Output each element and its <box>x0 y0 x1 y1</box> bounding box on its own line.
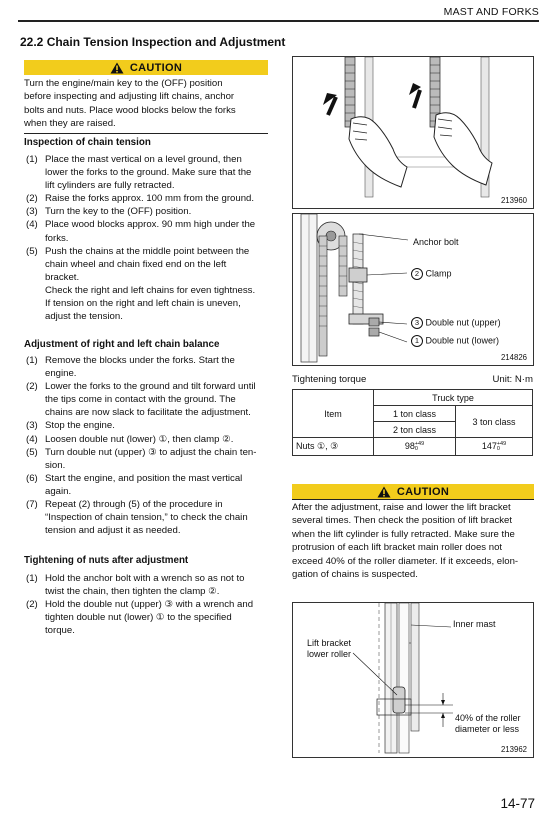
list-item <box>26 446 266 472</box>
item-line: chains are now slack to facilitate the adjustment. <box>45 407 251 419</box>
list-item <box>26 498 266 537</box>
nut-lower-label: Double nut (lower) <box>425 335 500 346</box>
item-line: forks. <box>45 232 69 244</box>
item-number: (1) <box>26 154 38 165</box>
torque-table <box>292 389 533 456</box>
tolerance <box>415 442 424 452</box>
item-line: Turn the key to the (OFF) position. <box>45 206 192 218</box>
caution-box-2 <box>292 484 534 581</box>
list-item <box>26 572 266 598</box>
figure-number: 213960 <box>500 196 527 205</box>
item-line: “Inspection of chain tension,” to check the chain <box>45 512 248 524</box>
caution-text <box>24 77 268 131</box>
clamp-label: Clamp <box>425 268 452 279</box>
tolerance-lower: 0 <box>496 445 500 452</box>
item-header: Item <box>293 390 374 438</box>
col-1ton: 1 ton class <box>374 406 456 422</box>
item-line: sion. <box>45 459 66 471</box>
nut-upper-label: Double nut (upper) <box>425 317 501 328</box>
item-line: Start the engine, and position the mast vertical <box>45 472 243 484</box>
figure-roller-protrusion <box>292 602 534 758</box>
list-item <box>26 598 266 637</box>
row-label: Nuts ①, ③ <box>293 438 374 456</box>
item-line: Hold the anchor bolt with a wrench so as not to <box>45 573 245 584</box>
item-line: If tension on the right and left chain is uneven, <box>45 298 241 310</box>
percentage-label <box>455 713 521 735</box>
figure-chain-push <box>292 56 534 209</box>
item-number: (5) <box>26 245 38 257</box>
item-line: Loosen double nut (lower) ①, then clamp ②. <box>45 433 234 445</box>
caution-line: After the adjustment, raise and lower the lift bracket <box>292 502 511 513</box>
warning-triangle-icon <box>110 62 124 74</box>
list-item <box>26 245 266 324</box>
caution-line: protrusion of each lift bracket main roller does not <box>292 542 503 554</box>
item-number: (7) <box>26 499 38 511</box>
item-number: (6) <box>26 472 38 484</box>
caution-label: CAUTION <box>396 485 450 498</box>
figure-anchor-bolt <box>292 213 534 366</box>
caution-line: gation of chains is suspected. <box>292 569 418 581</box>
truck-type-header: Truck type <box>374 390 533 406</box>
item-number: (3) <box>26 206 38 218</box>
caution-box-1 <box>24 60 268 131</box>
figure-number: 213962 <box>500 745 527 754</box>
item-number: (3) <box>26 420 38 432</box>
item-line: lift cylinders are fully retracted. <box>45 180 175 192</box>
item-line: bracket. <box>45 271 80 283</box>
roller-label-line: lower roller <box>307 649 352 659</box>
circled-number: 3 <box>411 317 423 329</box>
adjustment-list <box>26 354 266 537</box>
adjustment-heading: Adjustment of right and left chain balance <box>24 339 220 350</box>
item-line: Lower the forks to the ground and tilt forward until <box>45 381 256 393</box>
item-number: (1) <box>26 573 38 584</box>
inspection-heading: Inspection of chain tension <box>24 137 151 148</box>
item-number: (2) <box>26 599 38 611</box>
caution-line: when they are raised. <box>24 118 116 130</box>
item-line: twist the chain, then tighten the clamp ②. <box>45 586 220 598</box>
item-line: chain wheel and chain fixed end on the left <box>45 258 227 270</box>
inner-mast-label: Inner mast <box>453 619 496 629</box>
tolerance-upper: +49 <box>414 440 425 447</box>
tolerance-upper: +49 <box>496 440 507 447</box>
circled-number: 2 <box>411 268 423 280</box>
tightening-heading: Tightening of nuts after adjustment <box>24 555 189 566</box>
item-line: Stop the engine. <box>45 420 115 432</box>
list-item <box>26 218 266 244</box>
caution-text <box>292 501 534 581</box>
item-line: again. <box>45 485 72 497</box>
item-number: (5) <box>26 446 38 458</box>
figure-number: 214826 <box>500 353 527 362</box>
circled-number: 1 <box>411 335 423 347</box>
list-item <box>26 192 266 205</box>
list-item <box>26 433 266 446</box>
item-line: lower the forks to the ground. Make sure that the <box>45 167 252 179</box>
list-item <box>26 380 266 419</box>
list-item <box>26 354 266 380</box>
divider <box>24 133 268 134</box>
item-line: Turn double nut (upper) ③ to adjust the chain ten- <box>45 446 257 458</box>
tightening-list <box>26 572 266 637</box>
item-number: (4) <box>26 219 38 231</box>
tolerance-lower: 0 <box>414 445 418 452</box>
col-3ton: 3 ton class <box>456 406 533 438</box>
item-line: Repeat (2) through (5) of the procedure in <box>45 499 223 511</box>
nut-upper-callout <box>411 317 501 329</box>
divider <box>292 499 534 500</box>
item-line: Hold the double nut (upper) ③ with a wrench and <box>45 599 254 611</box>
list-item <box>26 472 266 498</box>
item-line: Check the right and left chains for even tightness. <box>45 284 256 296</box>
torque-val: 98 <box>404 441 415 452</box>
page-number: 14-77 <box>500 796 535 811</box>
list-item <box>26 419 266 432</box>
item-line: Push the chains at the middle point between the <box>45 245 250 257</box>
item-number: (2) <box>26 193 38 205</box>
clamp-callout <box>411 268 452 280</box>
chain-push-illustration <box>293 57 533 208</box>
item-line: the tips come in contact with the ground. The <box>45 394 236 406</box>
caution-line: when the lift cylinder is fully retracted. Make sure the <box>292 528 515 540</box>
item-line: Remove the blocks under the forks. Start the <box>45 355 235 366</box>
item-number: (4) <box>26 433 38 445</box>
item-line: tighten double nut (lower) ① to the specified <box>45 612 232 624</box>
torque-unit: Unit: N·m <box>492 374 533 385</box>
item-line: engine. <box>45 368 77 380</box>
running-header: MAST AND FORKS <box>443 6 539 18</box>
item-line: Place the mast vertical on a level ground, then <box>45 154 242 165</box>
anchor-bolt-label: Anchor bolt <box>413 237 459 247</box>
item-line: adjust the tension. <box>45 311 123 323</box>
item-line: tension and adjust it as needed. <box>45 525 181 537</box>
caution-label: CAUTION <box>129 61 183 74</box>
caution-line: Turn the engine/main key to the (OFF) position <box>24 78 223 89</box>
tolerance <box>497 442 506 452</box>
item-line: Raise the forks approx. 100 mm from the ground. <box>45 193 255 205</box>
list-item <box>26 153 266 192</box>
nut-lower-callout <box>411 335 499 347</box>
inspection-list <box>26 153 266 323</box>
item-number: (2) <box>26 381 38 393</box>
list-item <box>26 205 266 218</box>
caution-line: bolts and nuts. Place wood blocks below the forks <box>24 104 236 116</box>
percentage-line: diameter or less <box>455 724 520 734</box>
item-number: (1) <box>26 355 38 366</box>
torque-caption: Tightening torque <box>292 374 367 385</box>
caution-banner <box>292 484 534 499</box>
item-line: torque. <box>45 625 75 637</box>
torque-val: 147 <box>481 441 497 452</box>
percentage-line: 40% of the roller <box>455 713 521 723</box>
item-line: Place wood blocks approx. 90 mm high under the <box>45 219 256 231</box>
warning-triangle-icon <box>377 486 391 498</box>
roller-label-line: Lift bracket <box>307 638 352 648</box>
torque-value-12 <box>374 438 456 456</box>
caution-line: exceed 40% of the roller diameter. If it exceeds, elon- <box>292 555 519 567</box>
caution-line: before inspecting and adjusting lift chains, anchor <box>24 91 235 103</box>
header-rule <box>18 20 539 22</box>
caution-line: several times. Then check the position of lift bracket <box>292 515 513 527</box>
caution-banner <box>24 60 268 75</box>
torque-value-3 <box>456 438 533 456</box>
col-2ton: 2 ton class <box>374 422 456 438</box>
roller-label <box>307 638 351 660</box>
section-title: 22.2 Chain Tension Inspection and Adjustment <box>20 35 286 49</box>
